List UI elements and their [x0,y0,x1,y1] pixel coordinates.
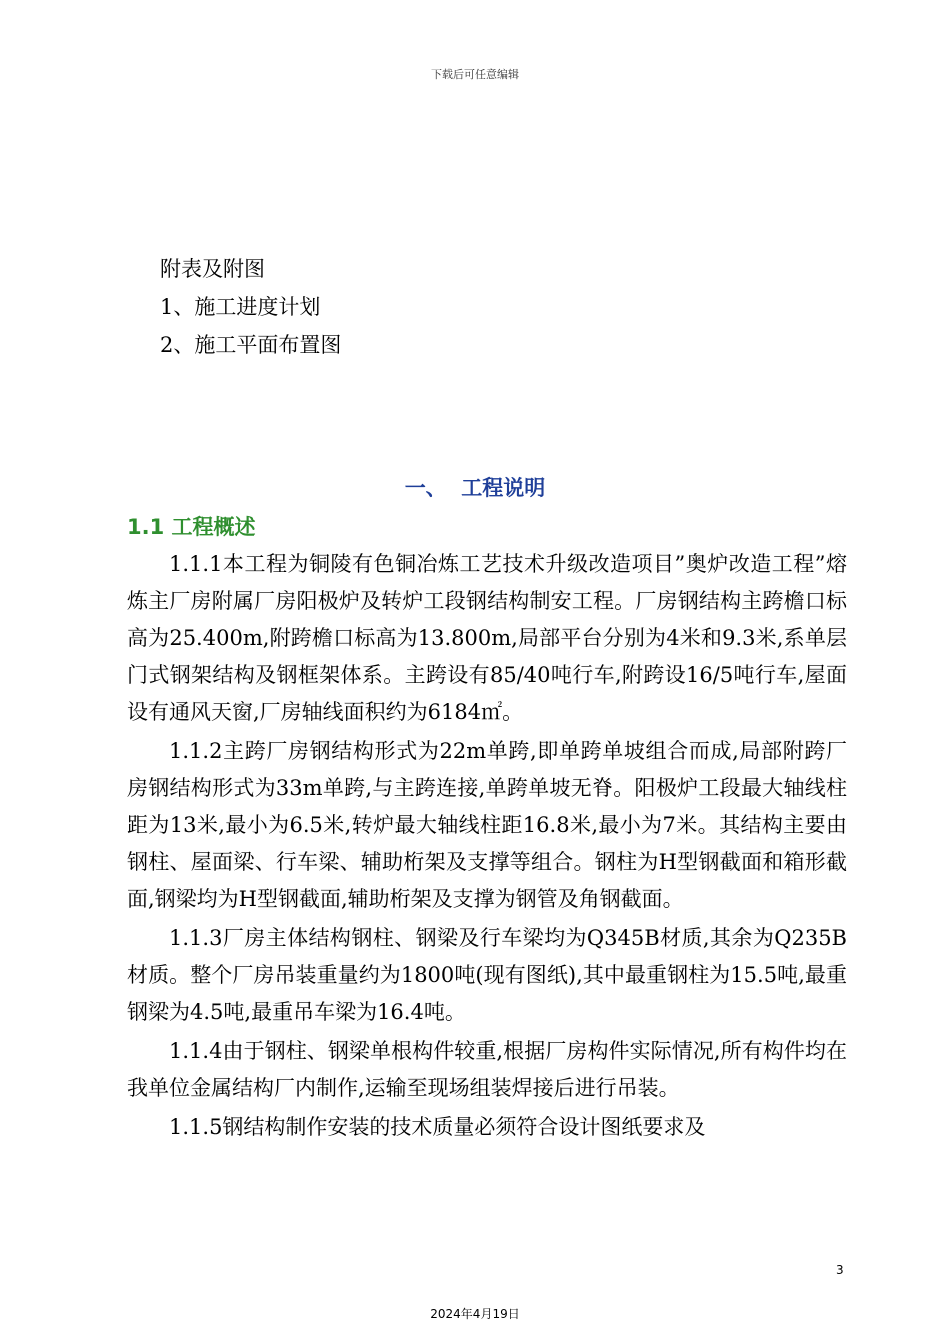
appendix-title: 附表及附图 [160,257,265,281]
paragraph: 1.1.3厂房主体结构钢柱、钢梁及行车梁均为Q345B材质,其余为Q235B材质。整个厂房吊装重量约为1800吨(现有图纸),其中最重钢柱为15.5吨,最重钢梁为4.5吨,最重吊车梁为16.4吨。 [127,926,847,1024]
body-text [127,546,847,1148]
page-number: 3 [836,1263,844,1277]
appendix-item: 2、施工平面布置图 [160,333,342,357]
subsection-title: 1.1 工程概述 [127,515,256,539]
footer-date: 2024年4月19日 [430,1307,520,1321]
header-note: 下载后可任意编辑 [431,68,519,81]
section-title: 一、 工程说明 [404,476,546,500]
paragraph: 1.1.5钢结构制作安装的技术质量必须符合设计图纸要求及 [169,1115,706,1139]
appendix-item: 1、施工进度计划 [160,295,321,319]
paragraph: 1.1.1本工程为铜陵有色铜冶炼工艺技术升级改造项目”奥炉改造工程”熔炼主厂房附属厂房阳极炉及转炉工段钢结构制安工程。厂房钢结构主跨檐口标高为25.400m,附跨檐口标高为13.800m,局部平台分别为4米和9.3米,系单层门式钢架结构及钢框架体系。主跨设有85/40吨行车,附跨设16/5吨行车,屋面设有通风天窗,厂房轴线面积约为6184㎡。 [127,552,847,724]
paragraph: 1.1.4由于钢柱、钢梁单根构件较重,根据厂房构件实际情况,所有构件均在我单位金属结构厂内制作,运输至现场组装焊接后进行吊装。 [127,1039,847,1100]
paragraph: 1.1.2主跨厂房钢结构形式为22m单跨,即单跨单坡组合而成,局部附跨厂房钢结构形式为33m单跨,与主跨连接,单跨单坡无脊。阳极炉工段最大轴线柱距为13米,最小为6.5米,转炉最大轴线柱距16.8米,最小为7米。其结构主要由钢柱、屋面梁、行车梁、辅助桁架及支撑等组合。钢柱为H型钢截面和箱形截面,钢梁均为H型钢截面,辅助桁架及支撑为钢管及角钢截面。 [127,739,847,911]
appendix-list [160,250,341,364]
